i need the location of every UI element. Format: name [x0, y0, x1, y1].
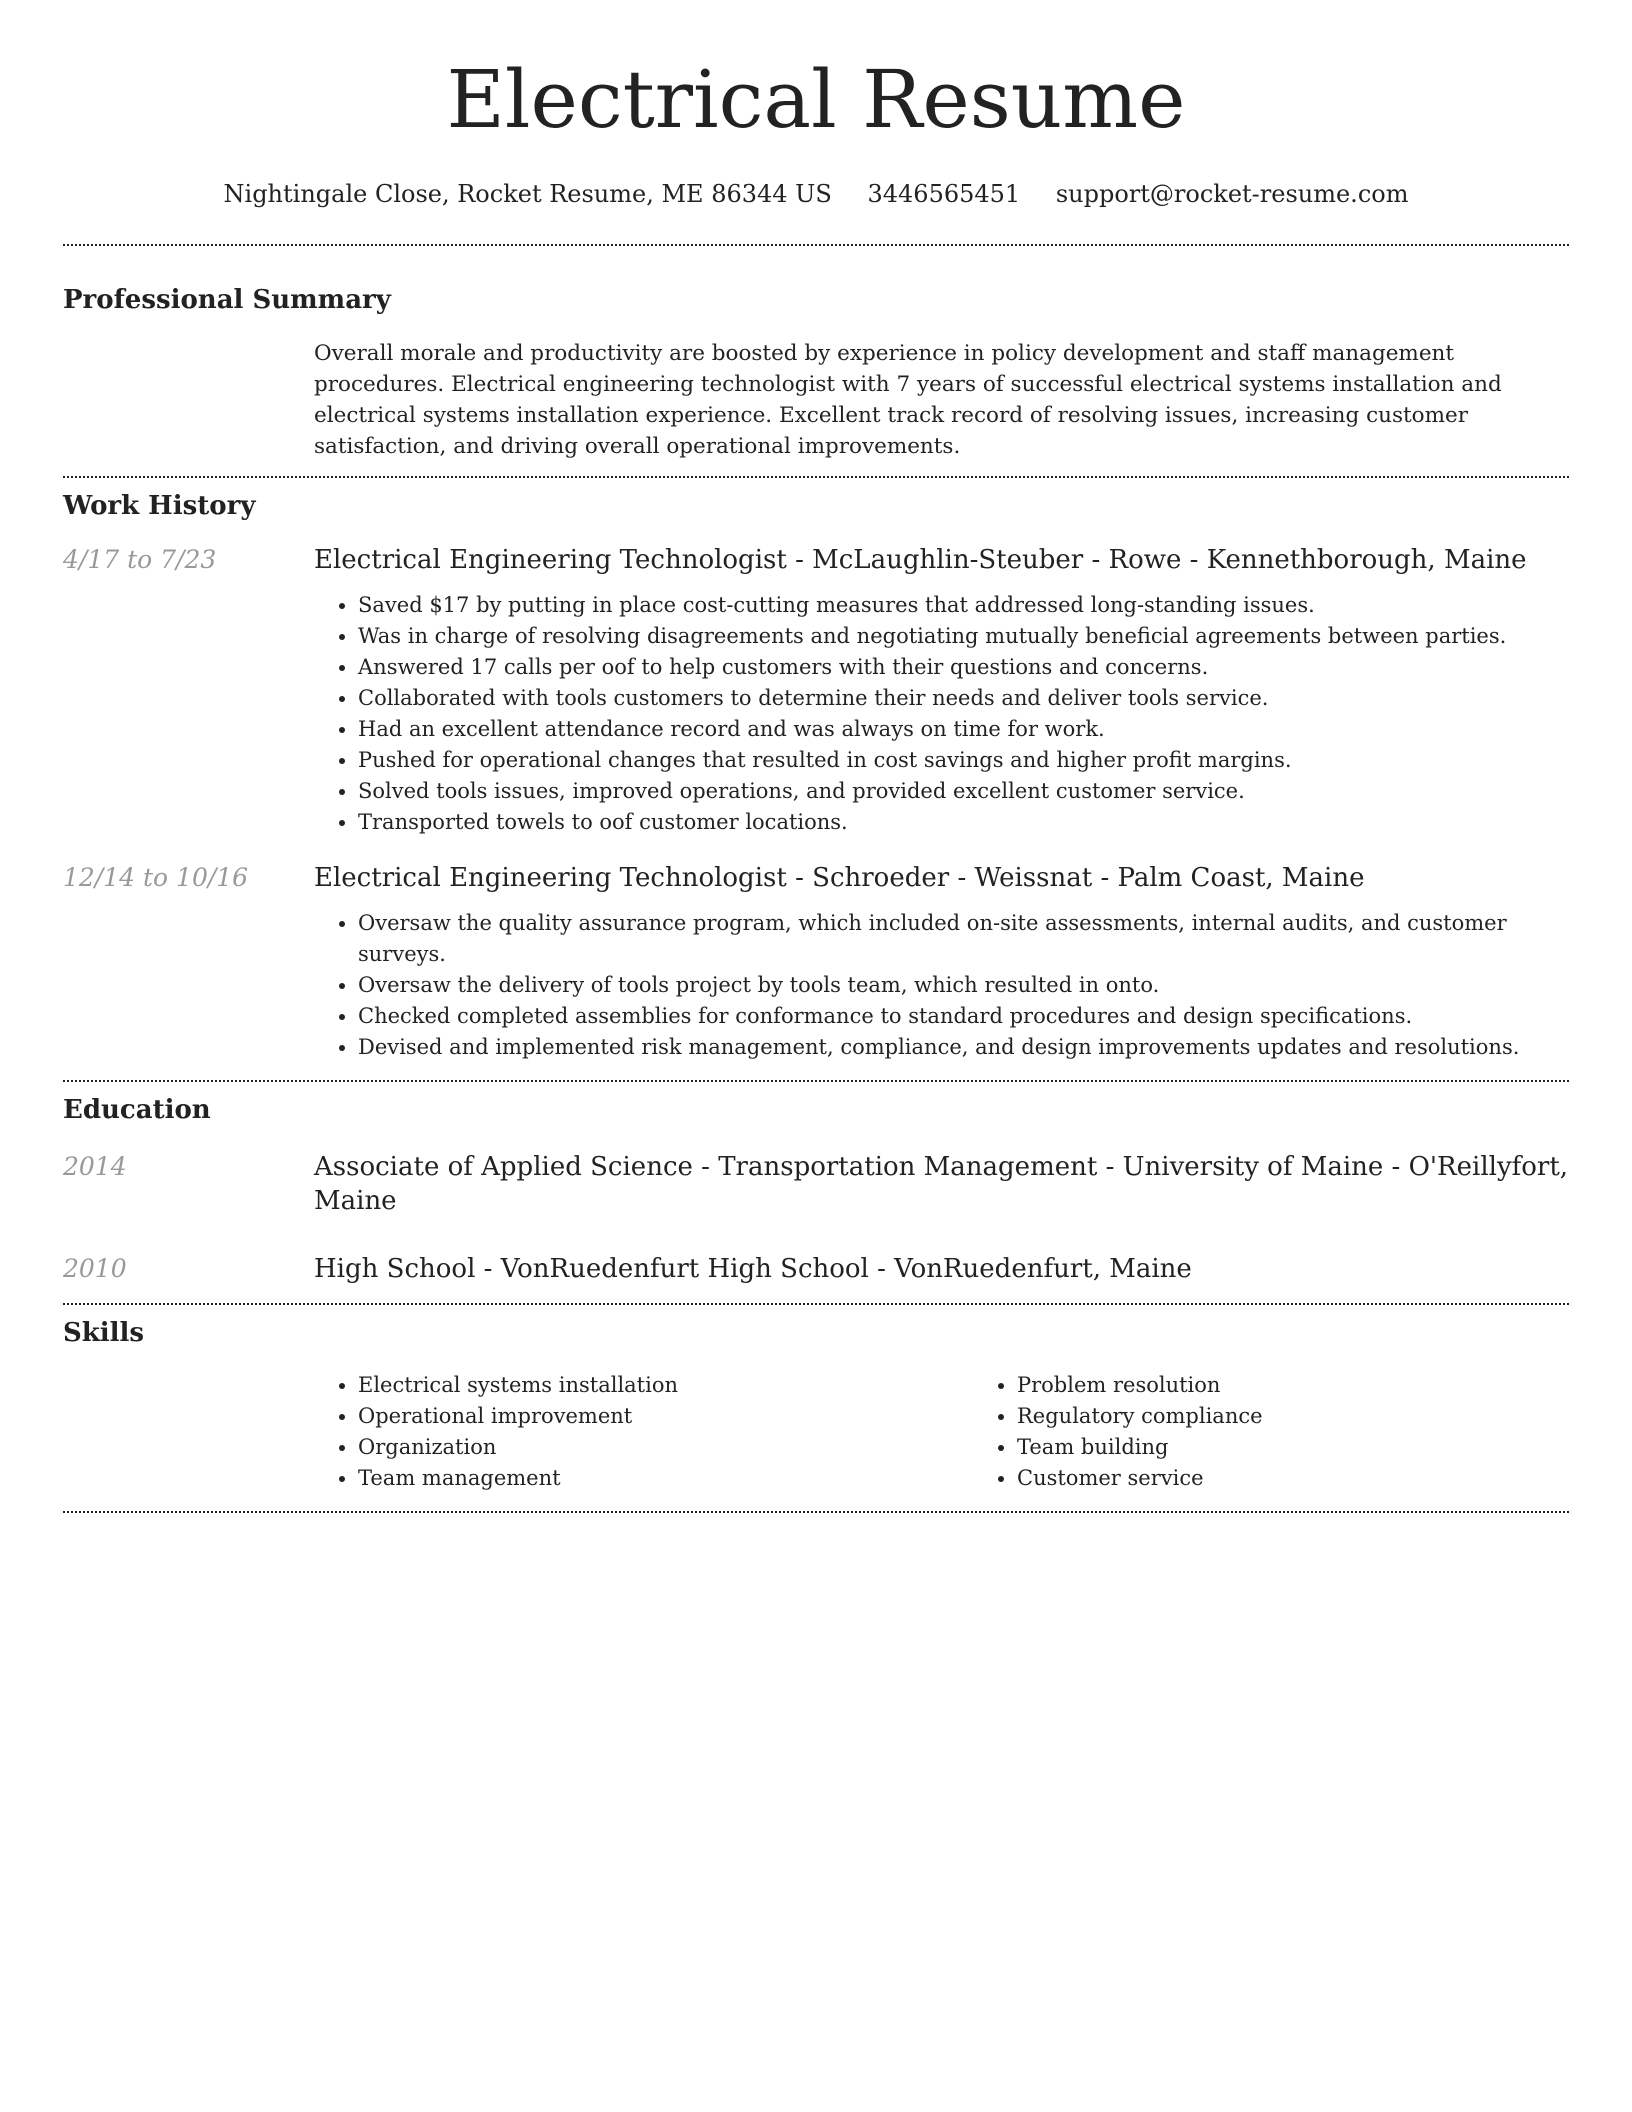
- job-dates: 12/14 to 10/16: [63, 863, 249, 892]
- work-heading: Work History: [63, 491, 256, 521]
- skills-heading: Skills: [63, 1318, 145, 1348]
- education-degree: Associate of Applied Science - Transportation Management: [314, 1152, 1098, 1182]
- divider: [63, 1303, 1569, 1305]
- job-heading: [314, 861, 1569, 895]
- education-year: 2014: [63, 1152, 127, 1181]
- skills-column-right: [973, 1370, 1632, 1494]
- list-item: • Devised and implemented risk management, compliance, and design improvements updates and resolutions.: [358, 1032, 1569, 1063]
- contact-email: support@rocket-resume.com: [1055, 180, 1409, 208]
- education-heading: Education: [63, 1095, 211, 1125]
- skills-section: [63, 1317, 1569, 1494]
- list-item: • Oversaw the delivery of tools project by tools team, which resulted in onto.: [358, 970, 1569, 1001]
- list-item: • Pushed for operational changes that resulted in cost savings and higher profit margins.: [358, 745, 1569, 776]
- summary-heading: Professional Summary: [63, 285, 391, 315]
- education-details: - University of Maine - O'Reillyfort, Maine: [314, 1152, 1569, 1216]
- list-item: • Customer service: [1017, 1463, 1632, 1494]
- contact-phone: 3446565451: [867, 180, 1021, 208]
- list-item: • Problem resolution: [1017, 1370, 1632, 1401]
- list-item: • Answered 17 calls per oof to help customers with their questions and concerns.: [358, 652, 1569, 683]
- job-details: - McLaughlin-Steuber - Rowe - Kennethborough, Maine: [786, 545, 1527, 575]
- contact-address: Nightingale Close, Rocket Resume, ME 86344 US: [223, 180, 832, 208]
- divider: [63, 1511, 1569, 1513]
- list-item: • Was in charge of resolving disagreements and negotiating mutually beneficial agreements between parties.: [358, 621, 1569, 652]
- education-details: - VonRuedenfurt High School - VonRuedenfurt, Maine: [475, 1254, 1192, 1284]
- job-dates: 4/17 to 7/23: [63, 545, 217, 574]
- education-degree: High School: [314, 1254, 476, 1284]
- resume-name: Electrical Resume: [446, 53, 1186, 146]
- job-entry: [63, 543, 1569, 838]
- list-item: • Transported towels to oof customer locations.: [358, 807, 1569, 838]
- summary-section: [63, 284, 1569, 462]
- divider: [63, 476, 1569, 478]
- education-year: 2010: [63, 1254, 127, 1283]
- list-item: • Team management: [358, 1463, 973, 1494]
- list-item: • Had an excellent attendance record and was always on time for work.: [358, 714, 1569, 745]
- job-bullets: [314, 590, 1569, 838]
- summary-text: Overall morale and productivity are boosted by experience in policy development and staff management procedures. Electrical engineering technologist with 7 years of successful electrical systems installation and electrical systems installation experience. Excellent track record of resolving issues, increasing customer satisfaction, and driving overall operational improvements.: [314, 341, 1502, 459]
- skills-column-left: [314, 1370, 973, 1494]
- work-section: [63, 490, 1569, 1063]
- divider: [63, 1080, 1569, 1082]
- contact-line: [63, 178, 1569, 210]
- list-item: • Solved tools issues, improved operations, and provided excellent customer service.: [358, 776, 1569, 807]
- list-item: • Checked completed assemblies for conformance to standard procedures and design specifications.: [358, 1001, 1569, 1032]
- job-role: Electrical Engineering Technologist: [314, 863, 787, 893]
- list-item: • Collaborated with tools customers to determine their needs and deliver tools service.: [358, 683, 1569, 714]
- list-item: • Organization: [358, 1432, 973, 1463]
- skills-list: [314, 1370, 1632, 1494]
- list-item: • Electrical systems installation: [358, 1370, 973, 1401]
- job-heading: [314, 543, 1569, 577]
- education-entry: [63, 1252, 1569, 1286]
- divider: [63, 244, 1569, 246]
- job-entry: [63, 861, 1569, 1063]
- job-role: Electrical Engineering Technologist: [314, 545, 787, 575]
- job-bullets: [314, 908, 1569, 1063]
- list-item: • Oversaw the quality assurance program, which included on-site assessments, internal audits, and customer surveys.: [358, 908, 1569, 970]
- list-item: • Operational improvement: [358, 1401, 973, 1432]
- list-item: • Regulatory compliance: [1017, 1401, 1632, 1432]
- education-entry: [63, 1150, 1569, 1218]
- list-item: • Saved $17 by putting in place cost-cutting measures that addressed long-standing issues.: [358, 590, 1569, 621]
- job-details: - Schroeder - Weissnat - Palm Coast, Maine: [786, 863, 1365, 893]
- education-section: [63, 1094, 1569, 1286]
- list-item: • Team building: [1017, 1432, 1632, 1463]
